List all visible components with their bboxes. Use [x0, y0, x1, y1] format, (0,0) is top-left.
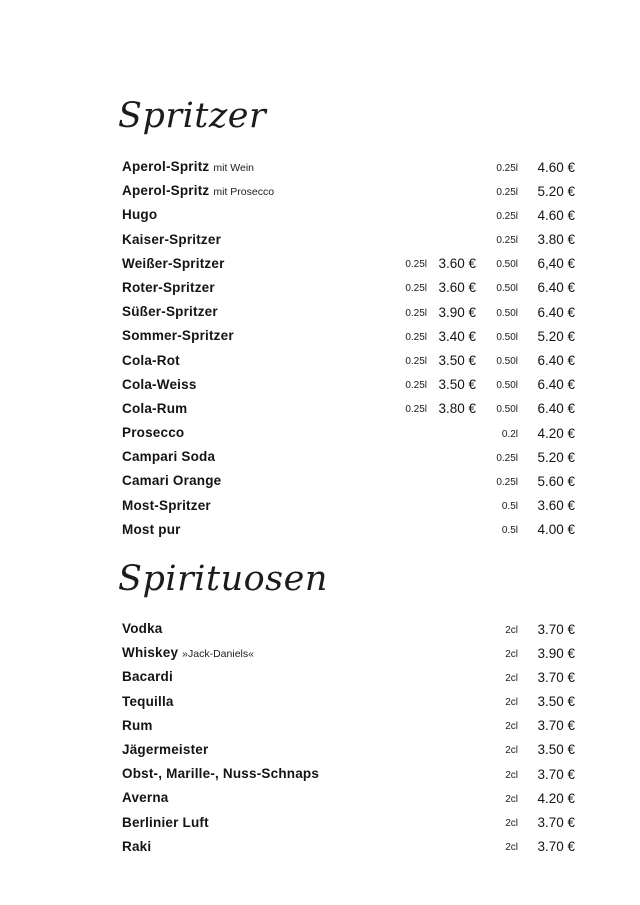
price-label: 5.20 € [537, 328, 575, 344]
volume-label: 2cl [505, 818, 518, 829]
menu-item-row [0, 398, 640, 422]
price-label: 6.40 € [537, 377, 575, 393]
item-name: Aperol-Spritz mit Wein [122, 159, 255, 174]
menu-item-row [0, 350, 640, 374]
menu-item-row [0, 715, 640, 739]
item-name: Averna [122, 790, 169, 806]
item-name: Most-Spritzer [122, 497, 211, 513]
item-note: »Jack-Daniels« [182, 648, 254, 661]
menu-item-row [0, 156, 640, 180]
item-name: Roter-Spritzer [122, 279, 215, 295]
menu-item-row [0, 180, 640, 204]
volume-label: 2cl [505, 697, 518, 709]
price-label: 3.70 € [537, 621, 575, 637]
price-label: 4.60 € [537, 207, 575, 223]
volume-label: 2cl [505, 842, 518, 854]
item-name: Aperol-Spritz mit Prosecco [122, 183, 275, 199]
volume-label: 0.50l [496, 356, 518, 367]
volume-small-label: 0.25l [405, 283, 427, 295]
price-label: 4.20 € [537, 425, 575, 441]
volume-label: 0.50l [496, 307, 518, 319]
price-label: 6.40 € [537, 280, 575, 296]
volume-label: 2cl [505, 745, 518, 757]
item-name: Cola-Rot [122, 352, 180, 368]
volume-small-label: 0.25l [405, 404, 427, 416]
price-label: 6.40 € [537, 304, 575, 320]
price-label: 4.00 € [537, 522, 575, 538]
volume-small-label: 0.25l [405, 356, 427, 367]
price-small-label: 3.50 € [438, 377, 476, 393]
volume-label: 0.50l [496, 283, 518, 295]
volume-label: 0.50l [496, 259, 518, 271]
volume-label: 0.25l [496, 186, 518, 198]
item-name: Raki [122, 838, 152, 854]
volume-small-label: 0.25l [405, 380, 427, 392]
volume-label: 0.50l [496, 404, 518, 416]
price-label: 5.20 € [537, 449, 575, 465]
item-name: Weißer-Spritzer [122, 255, 225, 271]
item-note: mit Wein [213, 162, 255, 174]
menu-item-row [0, 642, 640, 666]
item-name: Rum [122, 717, 153, 733]
price-label: 6.40 € [537, 401, 575, 417]
menu-item-row [0, 812, 640, 836]
item-name: Cola-Weiss [122, 376, 197, 392]
price-small-label: 3.80 € [438, 401, 476, 417]
item-name: Cola-Rum [122, 400, 188, 416]
price-label: 6.40 € [537, 353, 575, 368]
menu-item-row [0, 253, 640, 277]
price-label: 3.60 € [537, 498, 575, 514]
menu-item-row [0, 325, 640, 349]
price-small-label: 3.90 € [438, 304, 476, 320]
menu-item-row [0, 763, 640, 787]
price-label: 3.70 € [537, 839, 575, 855]
item-name: Bacardi [122, 669, 173, 685]
item-name: Süßer-Spritzer [122, 304, 218, 320]
menu-item-row [0, 691, 640, 715]
price-small-label: 3.50 € [438, 353, 476, 368]
price-small-label: 3.60 € [438, 256, 476, 272]
volume-label: 0.25l [496, 452, 518, 464]
price-small-label: 3.60 € [438, 280, 476, 296]
volume-label: 2cl [505, 648, 518, 660]
item-name: Whiskey »Jack-Daniels« [122, 645, 254, 661]
price-label: 5.60 € [537, 473, 575, 489]
item-name: Most pur [122, 521, 181, 537]
volume-small-label: 0.25l [405, 259, 427, 271]
price-label: 3.70 € [537, 815, 575, 830]
item-note: mit Prosecco [213, 186, 275, 199]
volume-label: 2cl [505, 769, 518, 781]
volume-label: 0.5l [501, 501, 518, 513]
menu-item-row [0, 301, 640, 325]
volume-label: 0.2l [501, 428, 518, 440]
price-label: 3.90 € [537, 645, 575, 661]
item-name: Obst-, Marille-, Nuss-Schnaps [122, 766, 320, 782]
item-name: Jägermeister [122, 741, 209, 757]
price-label: 3.70 € [537, 766, 575, 782]
menu-item-row [0, 618, 640, 642]
menu-item-row [0, 836, 640, 860]
volume-label: 0.25l [496, 476, 518, 488]
item-name: Prosecco [122, 425, 185, 441]
volume-label: 0.25l [496, 162, 518, 174]
item-name: Sommer-Spritzer [122, 328, 234, 344]
volume-label: 0.25l [496, 210, 518, 222]
section-title-spirituosen: Spirituosen [118, 559, 328, 599]
menu-item-row [0, 519, 640, 543]
section-rows-spirituosen [0, 618, 640, 860]
price-label: 6,40 € [537, 256, 575, 272]
item-name: Hugo [122, 207, 158, 223]
volume-label: 0.5l [501, 525, 518, 537]
price-label: 3.50 € [537, 694, 575, 710]
menu-item-row [0, 495, 640, 519]
menu-item-row [0, 470, 640, 494]
section-title-spritzer: Spritzer [118, 96, 267, 136]
item-name: Camari Orange [122, 473, 222, 489]
menu-item-row [0, 374, 640, 398]
menu-item-row [0, 446, 640, 470]
menu-item-row [0, 277, 640, 301]
volume-label: 2cl [505, 672, 518, 684]
item-name: Tequilla [122, 693, 174, 709]
volume-label: 2cl [505, 624, 518, 636]
volume-label: 0.25l [496, 235, 518, 247]
volume-label: 2cl [505, 721, 518, 733]
price-small-label: 3.40 € [438, 328, 476, 344]
menu-item-row [0, 204, 640, 228]
volume-label: 0.50l [496, 331, 518, 343]
price-label: 4.60 € [537, 159, 575, 175]
price-label: 5.20 € [537, 183, 575, 199]
volume-small-label: 0.25l [405, 331, 427, 343]
menu-item-row [0, 666, 640, 690]
price-label: 3.50 € [537, 742, 575, 758]
menu-item-row [0, 787, 640, 811]
item-name: Kaiser-Spritzer [122, 231, 222, 247]
section-rows-spritzer [0, 156, 640, 543]
price-label: 3.80 € [537, 232, 575, 248]
menu-item-row [0, 739, 640, 763]
price-label: 3.70 € [537, 669, 575, 685]
item-name: Campari Soda [122, 449, 216, 465]
price-label: 4.20 € [537, 790, 575, 806]
item-name: Vodka [122, 621, 163, 636]
volume-small-label: 0.25l [405, 307, 427, 319]
menu-item-row [0, 229, 640, 253]
item-name: Berlinier Luft [122, 814, 209, 830]
menu-item-row [0, 422, 640, 446]
price-label: 3.70 € [537, 718, 575, 734]
volume-label: 2cl [505, 793, 518, 805]
volume-label: 0.50l [496, 380, 518, 392]
